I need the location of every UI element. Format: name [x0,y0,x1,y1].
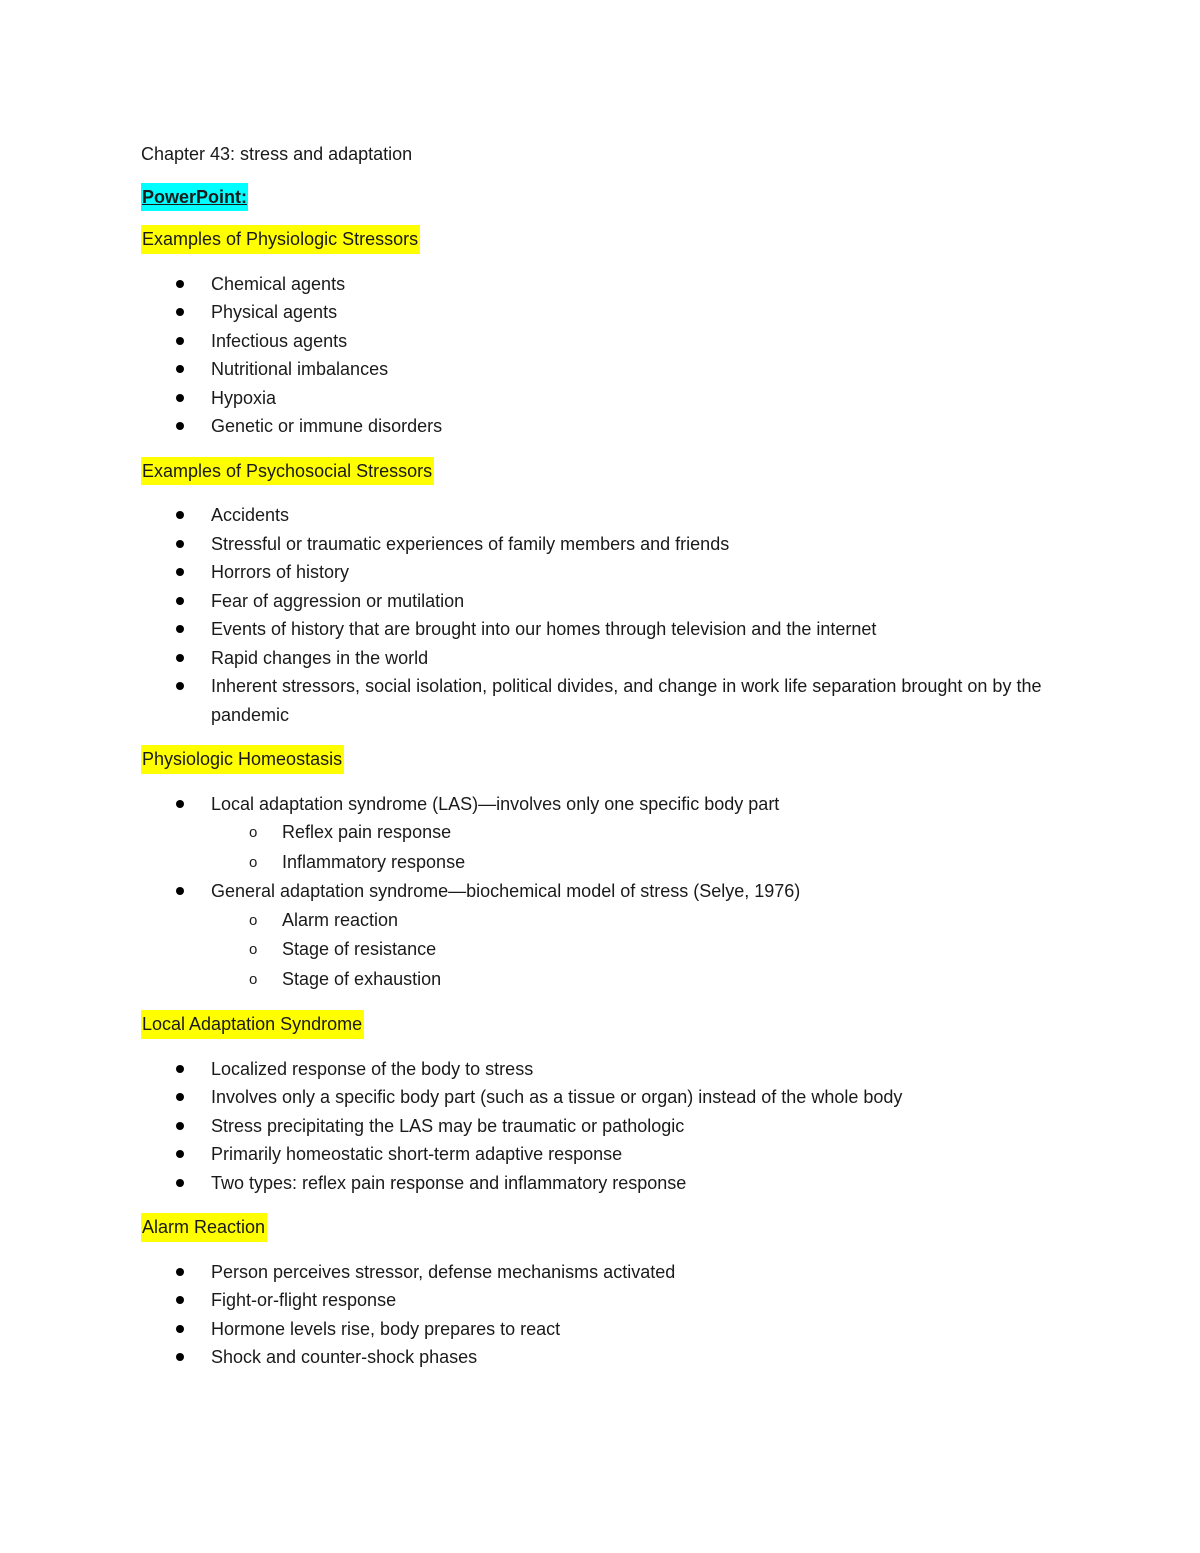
list-item: Shock and counter-shock phases [141,1343,1071,1372]
sub-list-item: o Stage of exhaustion [211,965,1071,995]
list-item: Rapid changes in the world [141,644,1071,673]
list-item: Nutritional imbalances [141,355,1071,384]
section-heading-physiologic-stressors: Examples of Physiologic Stressors [141,225,420,254]
sub-list [211,906,1071,995]
list-item: Primarily homeostatic short-term adaptive response [141,1140,1071,1169]
list-item: Hypoxia [141,384,1071,413]
bullet-list-alarm-reaction [141,1258,1071,1372]
sub-list [211,818,1071,877]
list-item-text: Local adaptation syndrome (LAS)—involves only one specific body part [211,793,780,814]
list-item: Infectious agents [141,327,1071,356]
section-heading-line [141,1213,1071,1242]
list-item: Genetic or immune disorders [141,412,1071,441]
document-page [141,140,1071,1388]
list-item: Stressful or traumatic experiences of family members and friends [141,530,1071,559]
sub-list-item: o Reflex pain response [211,818,1071,848]
list-item: Horrors of history [141,558,1071,587]
sub-list-item: o Stage of resistance [211,935,1071,965]
list-item [141,877,1071,994]
list-item: Fear of aggression or mutilation [141,587,1071,616]
list-item: Accidents [141,501,1071,530]
section-heading-alarm-reaction: Alarm Reaction [141,1213,267,1242]
section-heading-local-adaptation-syndrome: Local Adaptation Syndrome [141,1010,364,1039]
list-item [141,790,1071,878]
section-heading-line [141,745,1071,774]
bullet-list-local-adaptation-syndrome [141,1055,1071,1198]
list-item: Inherent stressors, social isolation, political divides, and change in work life separation brought on by the pandemic [141,672,1071,729]
powerpoint-label: PowerPoint: [141,183,248,212]
list-item: Events of history that are brought into our homes through television and the internet [141,615,1071,644]
section-heading-line [141,225,1071,254]
list-item: Involves only a specific body part (such as a tissue or organ) instead of the whole body [141,1083,1071,1112]
list-item-text: General adaptation syndrome—biochemical model of stress (Selye, 1976) [211,881,801,901]
list-item: Fight-or-flight response [141,1286,1071,1315]
section-heading-line [141,457,1071,486]
list-item: Two types: reflex pain response and inflammatory response [141,1169,1071,1198]
bullet-list-physiologic-stressors [141,270,1071,441]
list-item: Localized response of the body to stress [141,1055,1071,1084]
list-item: Chemical agents [141,270,1071,299]
section-heading-psychosocial-stressors: Examples of Psychosocial Stressors [141,457,434,486]
document-title: Chapter 43: stress and adaptation [141,144,413,164]
list-item: Hormone levels rise, body prepares to react [141,1315,1071,1344]
bullet-list-psychosocial-stressors [141,501,1071,729]
section-heading-physiologic-homeostasis: Physiologic Homeostasis [141,745,344,774]
bullet-list-physiologic-homeostasis [141,790,1071,995]
source-label-line [141,183,1071,226]
list-item: Physical agents [141,298,1071,327]
sub-list-item: o Alarm reaction [211,906,1071,936]
sub-list-item: o Inflammatory response [211,848,1071,878]
list-item: Person perceives stressor, defense mechanisms activated [141,1258,1071,1287]
section-heading-line [141,1010,1071,1039]
list-item: Stress precipitating the LAS may be traumatic or pathologic [141,1112,1071,1141]
